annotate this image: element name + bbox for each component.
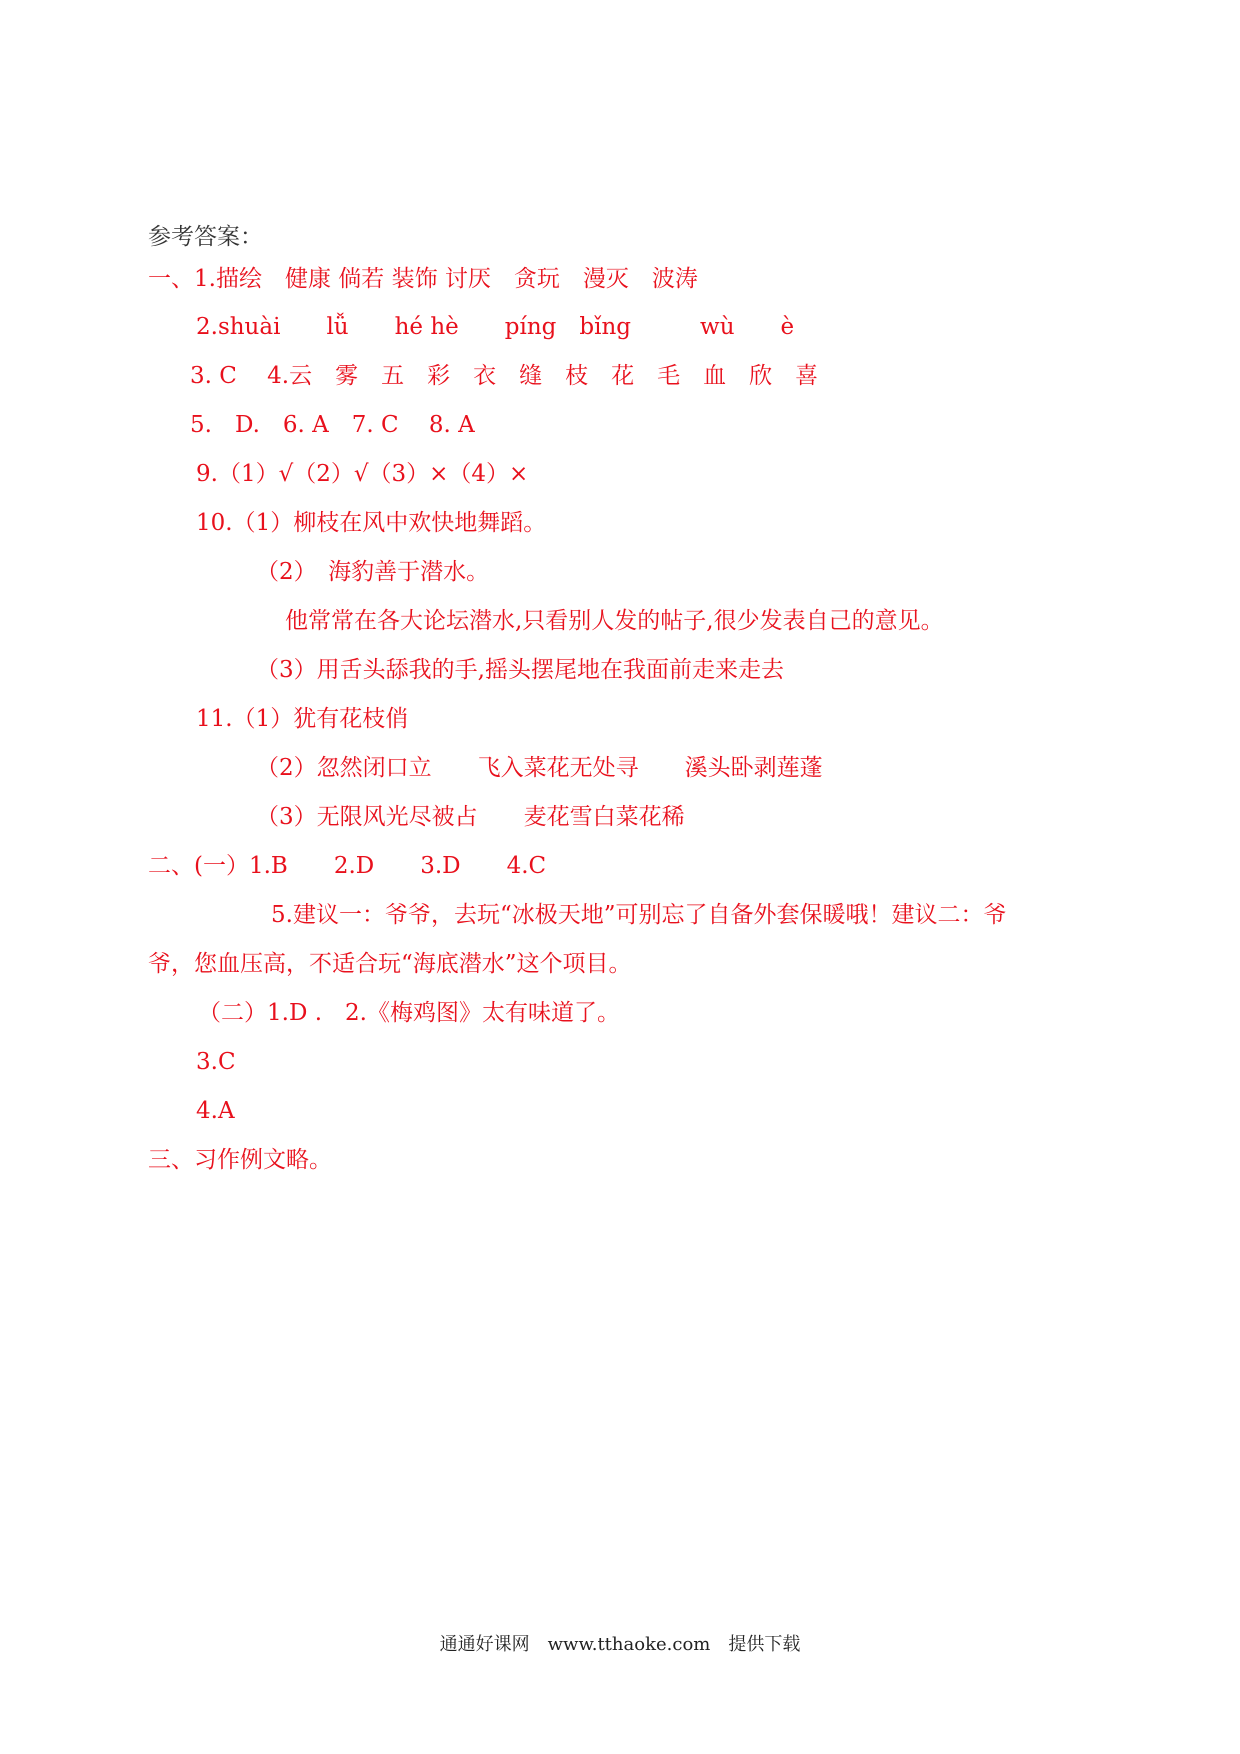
answer-line: 爷，您血压高，不适合玩“海底潜水”这个项目。 [148,951,632,977]
answer-line: 二、(一）1.B 2.D 3.D 4.C [148,853,547,879]
answer-line: 3.C [196,1049,236,1075]
answer-line: （2） 海豹善于潜水。 [256,559,490,585]
answer-line: 他常常在各大论坛潜水,只看别人发的帖子,很少发表自己的意见。 [285,608,944,634]
answer-line: 3. C 4.云 雾 五 彩 衣 缝 枝 花 毛 血 欣 喜 [190,363,819,389]
answer-line: 5. D. 6. A 7. C 8. A [190,412,475,438]
answer-line: 10.（1）柳枝在风中欢快地舞蹈。 [196,510,547,536]
answer-line: （二）1.D . 2.《梅鸡图》太有味道了。 [198,1000,620,1026]
answer-line: （2）忽然闭口立 飞入菜花无处寻 溪头卧剥莲蓬 [256,755,823,781]
answer-line: （3）无限风光尽被占 麦花雪白菜花稀 [256,804,685,830]
answer-line: 5.建议一：爷爷，去玩“冰极天地”可别忘了自备外套保暖哦！建议二：爷 [271,902,1007,928]
answer-line: 2.shuài lǚ hé hè píng bǐng wù è [196,314,795,340]
answer-line: （3）用舌头舔我的手,摇头摆尾地在我面前走来走去 [256,657,784,683]
answer-line: 11.（1）犹有花枝俏 [196,706,409,732]
page-footer: 通通好课网 www.tthaoke.com 提供下载 [439,1634,801,1655]
answer-line: 一、1.描绘 健康 倘若 装饰 讨厌 贪玩 漫灭 波涛 [148,266,698,292]
answer-line: 4.A [196,1098,235,1124]
answer-heading: 参考答案： [148,224,263,250]
answer-line: 三、习作例文略。 [148,1147,332,1173]
answer-line: 9.（1）√（2）√（3）×（4）× [196,461,529,487]
